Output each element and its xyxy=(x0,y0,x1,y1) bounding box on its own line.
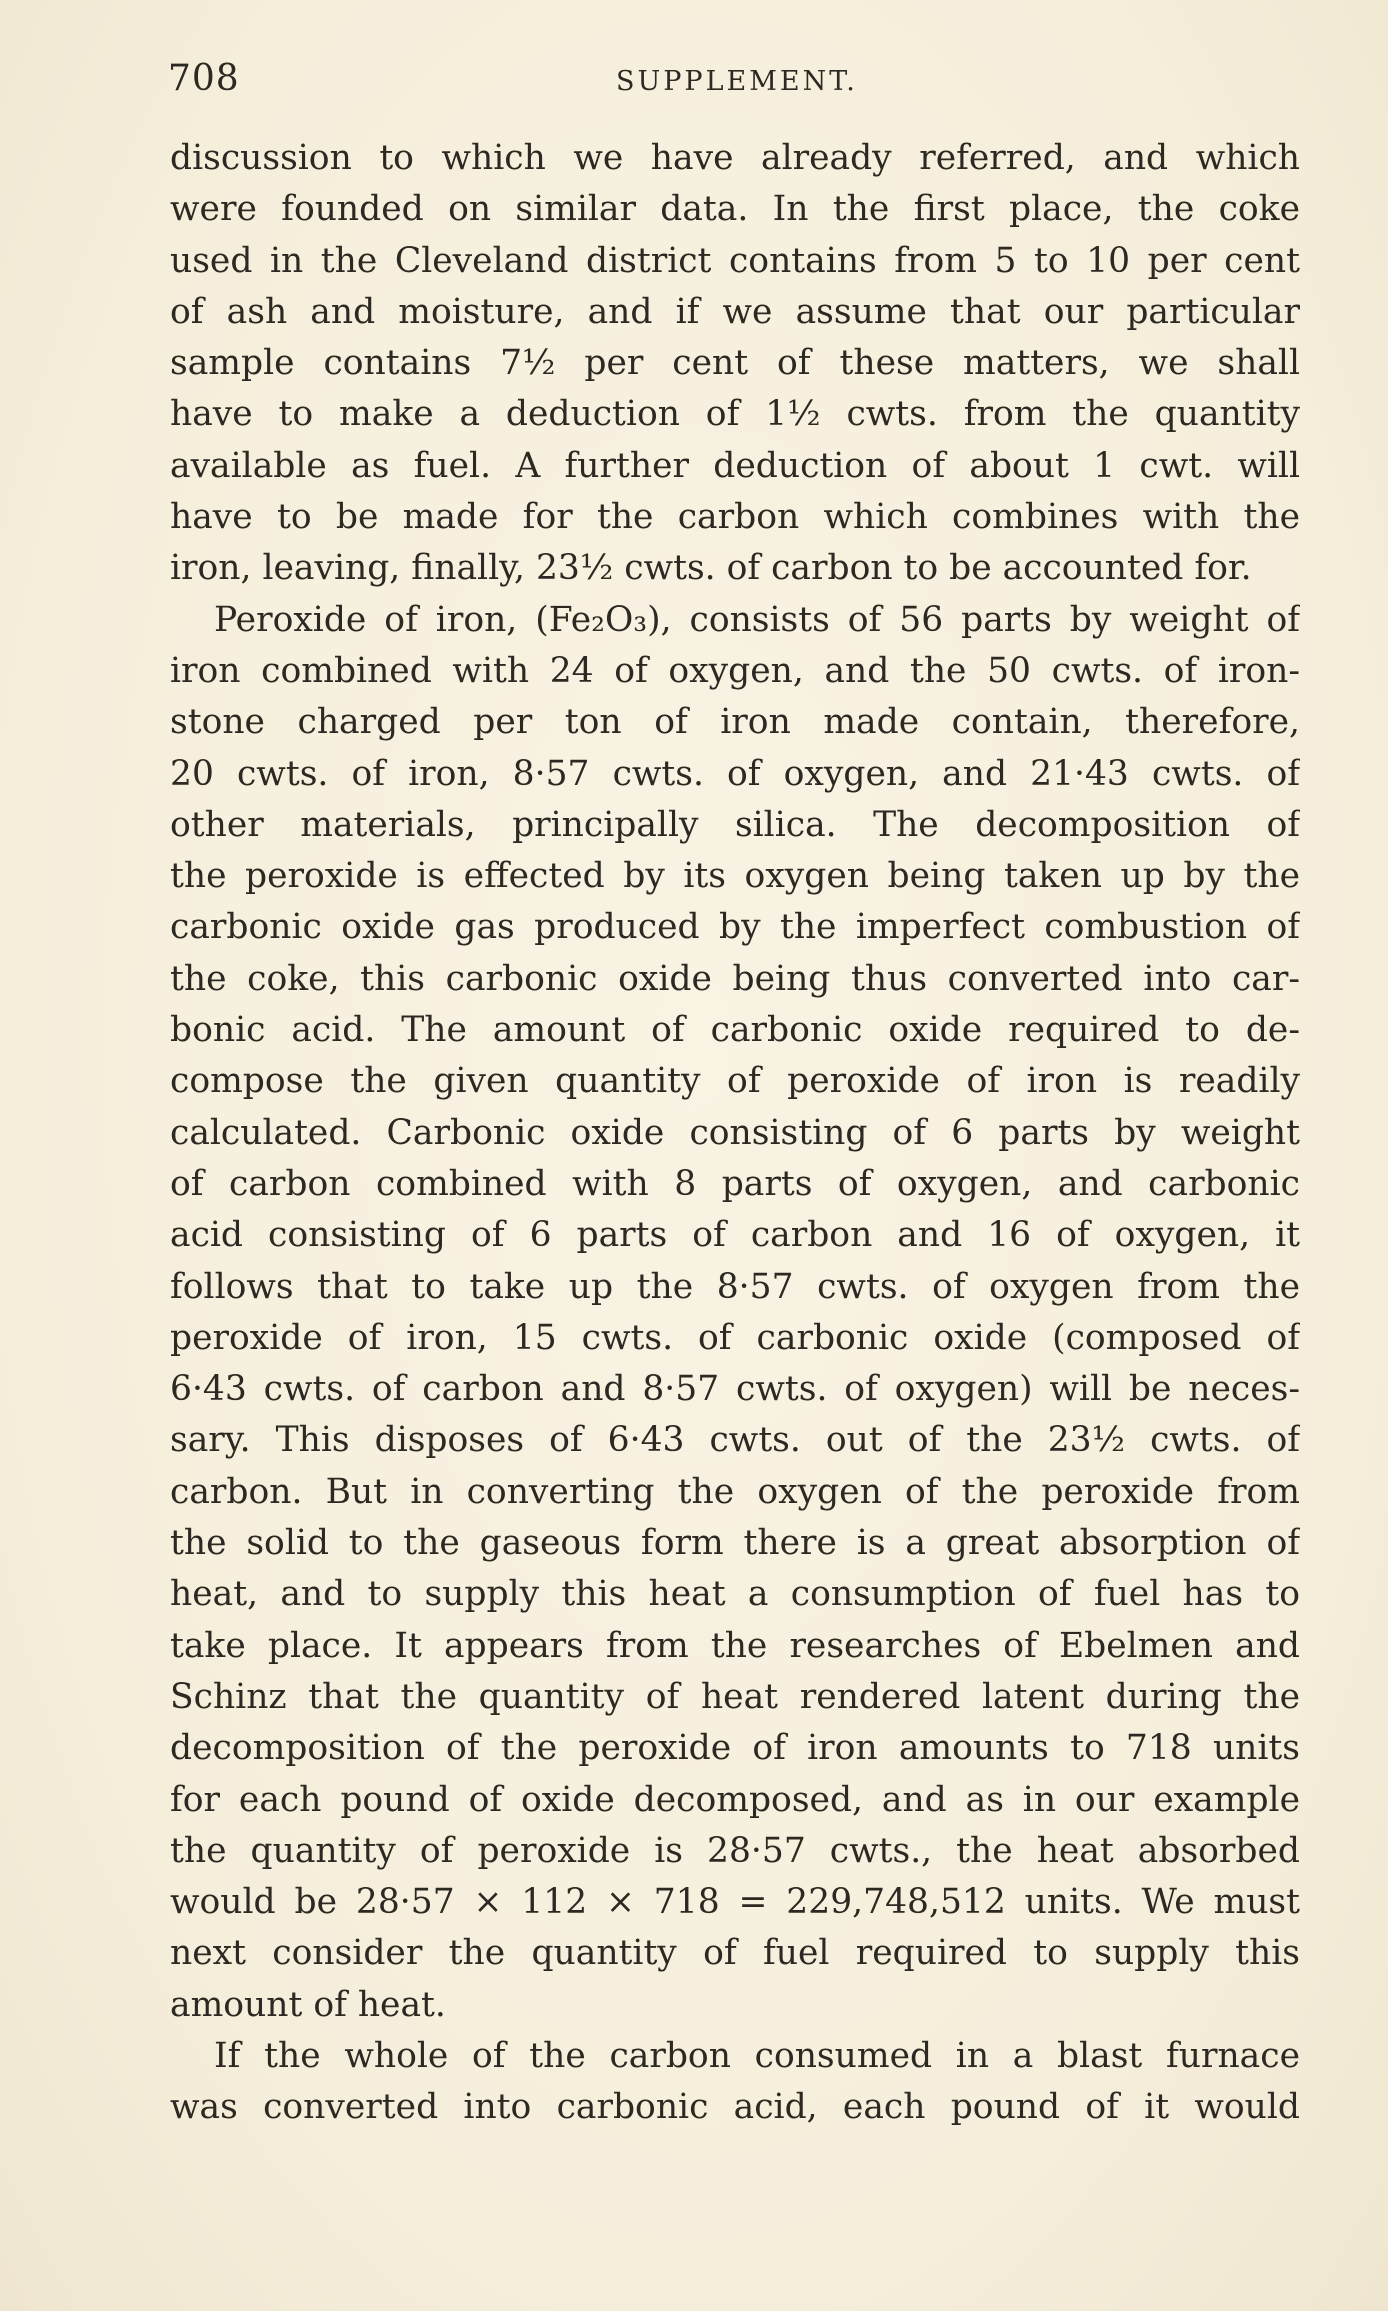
text-line: next consider the quantity of fuel required to supply this xyxy=(170,1933,1300,1974)
text-line: carbonic oxide gas produced by the imperfect combustion of xyxy=(170,907,1300,948)
text-line: of ash and moisture, and if we assume that our particular xyxy=(170,291,1300,332)
text-line: for each pound of oxide decomposed, and as in our example xyxy=(170,1779,1300,1820)
text-line: sary. This disposes of 6·43 cwts. out of the 23½ cwts. of xyxy=(170,1420,1300,1461)
text-line: compose the given quantity of peroxide of iron is readily xyxy=(170,1061,1300,1102)
text-line: the coke, this carbonic oxide being thus converted into car- xyxy=(170,958,1300,999)
page-header xyxy=(168,58,1308,108)
text-line: acid consisting of 6 parts of carbon and 16 of oxygen, it xyxy=(170,1215,1300,1256)
text-line: bonic acid. The amount of carbonic oxide required to de- xyxy=(170,1010,1300,1051)
text-line: the peroxide is effected by its oxygen being taken up by the xyxy=(170,856,1300,897)
text-line: calculated. Carbonic oxide consisting of 6 parts by weight xyxy=(170,1112,1300,1153)
text-line: peroxide of iron, 15 cwts. of carbonic oxide (composed of xyxy=(170,1317,1300,1358)
page-number: 708 xyxy=(168,58,240,99)
text-line: sample contains 7½ per cent of these matters, we shall xyxy=(170,343,1300,384)
text-line: 20 cwts. of iron, 8·57 cwts. of oxygen, and 21·43 cwts. of xyxy=(170,753,1300,794)
text-line: iron, leaving, finally, 23½ cwts. of carbon to be accounted for. xyxy=(170,548,1252,589)
text-line: Schinz that the quantity of heat rendered latent during the xyxy=(170,1676,1300,1717)
text-line: would be 28·57 × 112 × 718 = 229,748,512 units. We must xyxy=(170,1882,1300,1923)
paragraph-start-line: If the whole of the carbon consumed in a blast furnace xyxy=(214,2035,1300,2076)
text-line: the solid to the gaseous form there is a great absorption of xyxy=(170,1523,1300,1564)
text-line: have to make a deduction of 1½ cwts. from the quantity xyxy=(170,394,1300,435)
text-line: the quantity of peroxide is 28·57 cwts., the heat absorbed xyxy=(170,1830,1300,1871)
text-line: take place. It appears from the researches of Ebelmen and xyxy=(170,1625,1300,1666)
text-line: follows that to take up the 8·57 cwts. of oxygen from the xyxy=(170,1266,1300,1307)
text-line: available as fuel. A further deduction of about 1 cwt. will xyxy=(170,445,1300,486)
text-line: was converted into carbonic acid, each pound of it would xyxy=(170,2087,1300,2128)
text-line: discussion to which we have already referred, and which xyxy=(170,138,1300,178)
text-line: decomposition of the peroxide of iron amounts to 718 units xyxy=(170,1728,1300,1769)
text-line: of carbon combined with 8 parts of oxygen, and carbonic xyxy=(170,1163,1300,1204)
running-head: SUPPLEMENT. xyxy=(616,66,858,97)
text-line: were founded on similar data. In the first place, the coke xyxy=(170,189,1300,230)
body-text xyxy=(170,133,1300,2134)
text-line: heat, and to supply this heat a consumption of fuel has to xyxy=(170,1574,1300,1615)
text-line: have to be made for the carbon which combines with the xyxy=(170,497,1300,538)
text-line: stone charged per ton of iron made contain, therefore, xyxy=(170,702,1300,743)
paragraph-start-line: Peroxide of iron, (Fe₂O₃), consists of 56 parts by weight of xyxy=(214,599,1300,640)
text-line: 6·43 cwts. of carbon and 8·57 cwts. of oxygen) will be neces- xyxy=(170,1369,1300,1410)
text-line: iron combined with 24 of oxygen, and the 50 cwts. of iron- xyxy=(170,650,1300,691)
text-line: other materials, principally silica. The decomposition of xyxy=(170,804,1300,845)
text-line: amount of heat. xyxy=(170,1984,446,2025)
text-line: used in the Cleveland district contains from 5 to 10 per cent xyxy=(170,240,1300,281)
text-line: carbon. But in converting the oxygen of the peroxide from xyxy=(170,1471,1300,1512)
